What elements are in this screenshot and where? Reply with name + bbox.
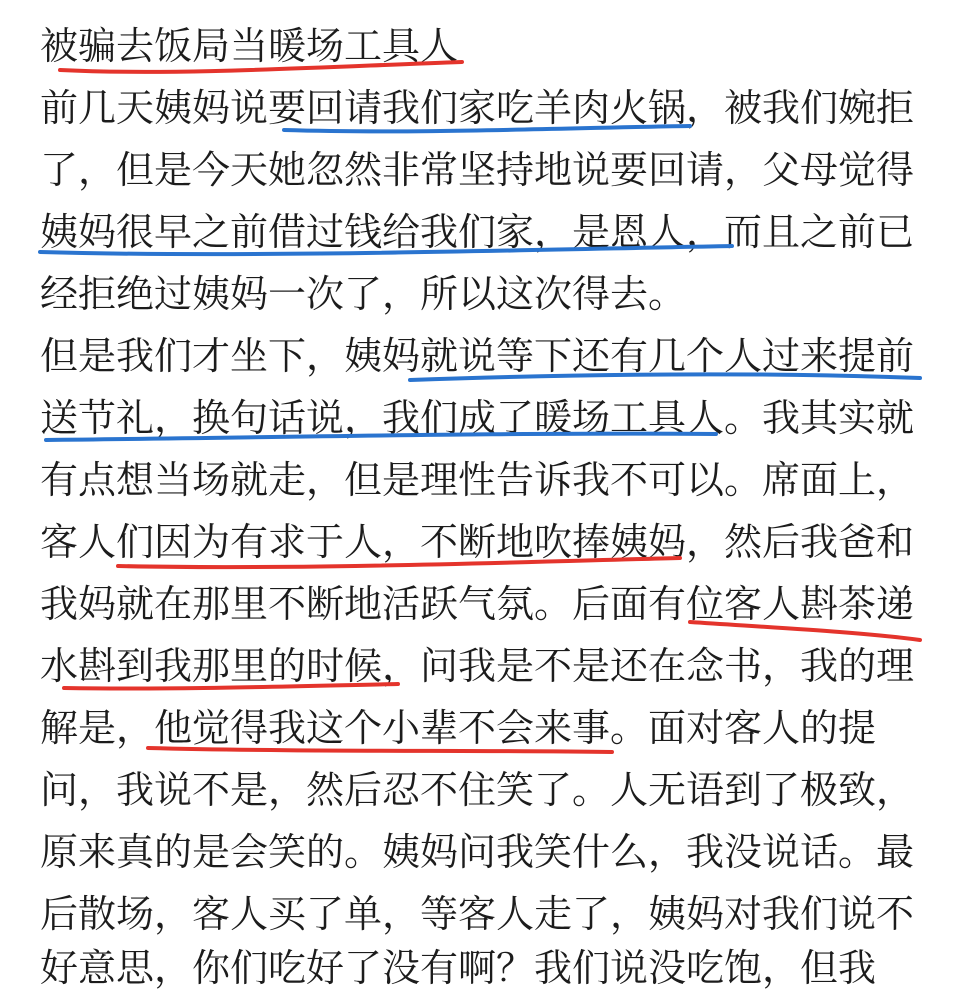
text-line: 前几天姨妈说要回请我们家吃羊肉火锅，被我们婉拒 <box>40 86 915 130</box>
post-title: 被骗去饭局当暖场工具人 <box>40 24 459 68</box>
text-line: 送节礼，换句话说，我们成了暖场工具人。我其实就 <box>40 396 915 440</box>
text-line: 经拒绝过姨妈一次了，所以这次得去。 <box>40 272 687 316</box>
text-line: 原来真的是会笑的。姨妈问我笑什么，我没说话。最 <box>40 830 915 874</box>
text-line: 了，但是今天她忽然非常坚持地说要回请，父母觉得 <box>40 148 915 192</box>
text-line: 有点想当场就走，但是理性告诉我不可以。席面上， <box>40 458 915 502</box>
text-line: 解是，他觉得我这个小辈不会来事。面对客人的提 <box>40 706 877 750</box>
text-line: 姨妈很早之前借过钱给我们家，是恩人，而且之前已 <box>40 210 915 254</box>
text-line: 问，我说不是，然后忍不住笑了。人无语到了极致， <box>40 768 915 812</box>
text-line: 后散场，客人买了单，等客人走了，姨妈对我们说不 <box>40 892 915 936</box>
text-line: 水斟到我那里的时候，问我是不是还在念书，我的理 <box>40 644 915 688</box>
text-line-partial: 好意思，你们吃好了没有啊？我们说没吃饱，但我 <box>40 946 877 990</box>
text-line: 我妈就在那里不断地活跃气氛。后面有位客人斟茶递 <box>40 582 915 626</box>
text-line: 客人们因为有求于人，不断地吹捧姨妈，然后我爸和 <box>40 520 915 564</box>
text-line: 但是我们才坐下，姨妈就说等下还有几个人过来提前 <box>40 334 915 378</box>
